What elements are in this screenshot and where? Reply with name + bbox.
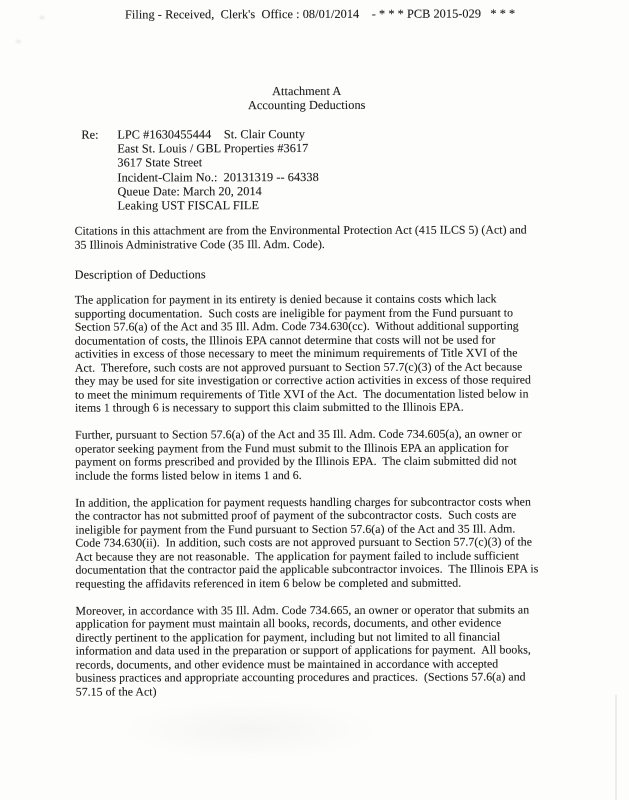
filing-received-header: Filing - Received, Clerk's Office : 08/01/2014 - * * * PCB 2015-029 * * * — [124, 6, 516, 22]
paragraph-recordkeeping: Moreover, in accordance with 35 Ill. Adm. Code 734.665, an owner or operator that submits an application for payment must maintain all books, records, documents, and other evidence directly pertinent to the application for payment, including but not limited to all financial information and data used in the preparation or support of applications for payment. All books, records, documents, and other evidence must be maintained in accordance with accepted business practices and appropriate accounting procedures and practices. (Sections 57.6(a) and 57.15 of the Act) — [75, 601, 531, 699]
attachment-title-block — [0, 83, 621, 113]
paragraph-denial: The application for payment in its entirety is denied because it contains costs which lack supporting documentation. Such costs are ineligible for payment from the Fund pursuant to Section 57.6(a) of the Act and 35 Ill. Adm. Code 734.630(cc). Without additional supporting documentation of costs, the Illinois EPA cannot determine that costs will not be used for activities in excess of those necessary to meet the minimum requirements of Title XVI of the Act. Therefore, such costs are not approved pursuant to Section 57.7(c)(3) of the Act because they may be used for site investigation or corrective action activities in excess of those required to meet the minimum requirements of Title XVI of the Act. The documentation listed below in items 1 through 6 is necessary to support this claim submitted to the Illinois EPA. — [74, 291, 531, 415]
re-block — [81, 127, 319, 213]
re-label: Re: — [81, 127, 99, 142]
section-heading: Description of Deductions — [74, 267, 206, 282]
deductions-body — [75, 292, 576, 712]
paragraph-forms: Further, pursuant to Section 57.6(a) of the Act and 35 Ill. Adm. Code 734.605(a), an owner or operator seeking payment from the Fund must submit to the Illinois EPA an application for payment on forms prescribed and provided by the Illinois EPA. The claim submitted did not include the forms listed below in items 1 and 6. — [75, 426, 522, 483]
citations-paragraph: Citations in this attachment are from the Environmental Protection Act (415 ILCS 5) (Act) and 35 Illinois Administrative Code (35 Ill. Adm. Code). — [74, 222, 527, 252]
re-lines: LPC #1630455444 St. Clair County East St. Louis / GBL Properties #3617 3617 State Street Incident-Claim No.: 20131319 -- 64338 Queue Date: March 20, 2014 Leaking UST FISCAL FILE — [117, 127, 319, 213]
paragraph-handling-charges: In addition, the application for payment requests handling charges for subcontractor costs when the contractor has not submitted proof of payment of the subcontractor costs. Such costs are ineligible for payment from the Fund pursuant to Section 57.6(a) of the Act and 35 Ill. Adm. Code 734.630(ii). In addition, such costs are not approved pursuant to Section 57.7(c)(3) of the Act because they are not reasonable. The application for payment failed to include sufficient documentation that the contractor paid the applicable subcontractor invoices. The Illinois EPA is requesting the affidavits referenced in item 6 below be completed and submitted. — [75, 493, 539, 591]
attachment-title-line1: Attachment A — [272, 83, 342, 99]
attachment-title-line2: Accounting Deductions — [247, 97, 366, 113]
